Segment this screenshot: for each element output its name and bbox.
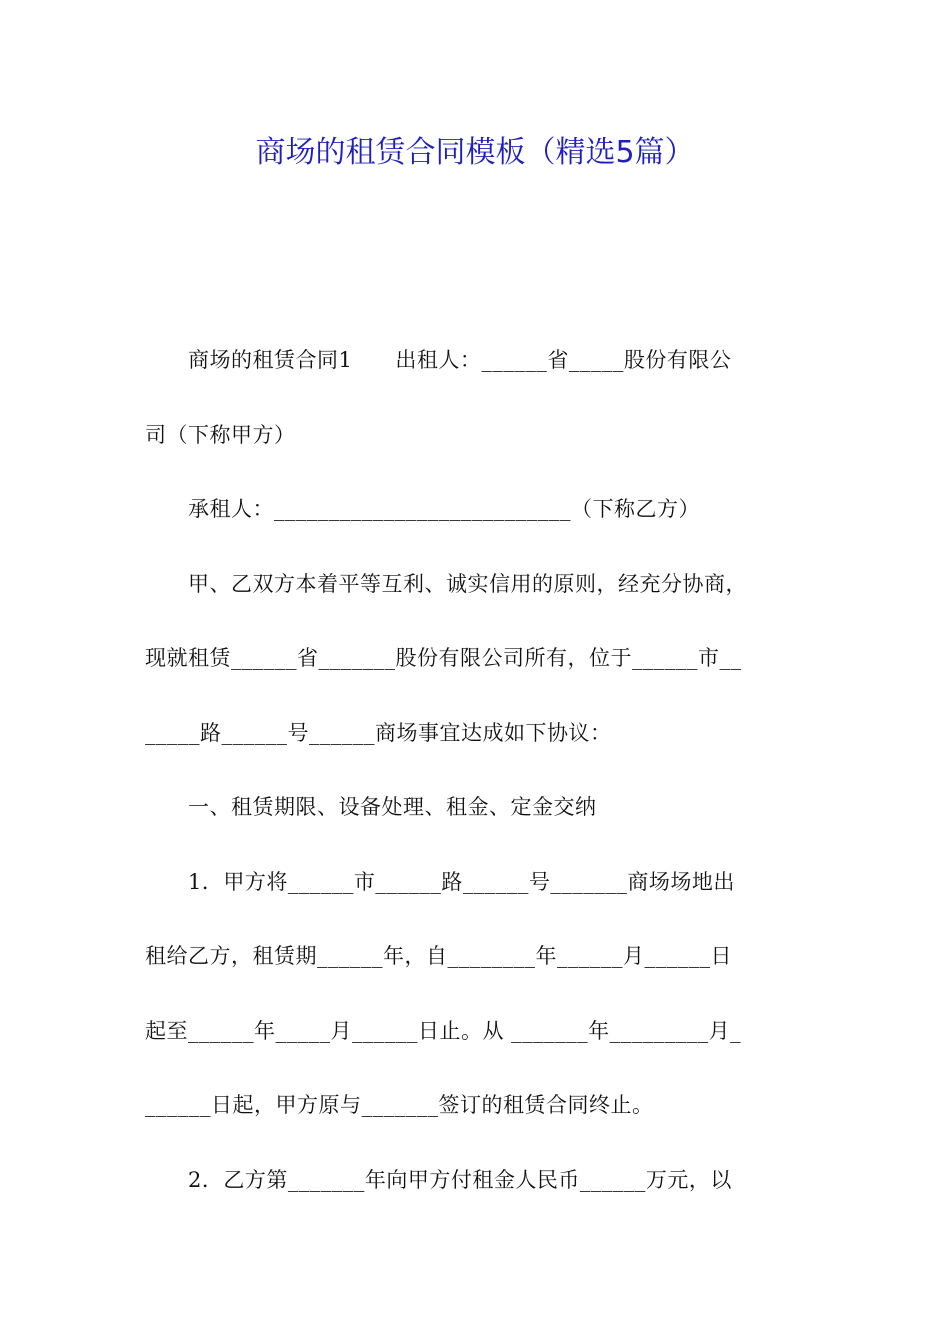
body-line: 1．甲方将______市______路______号_______商场场地出 <box>145 869 735 894</box>
body-line: 起至______年_____月______日止。从 _______年_________月_ <box>145 1018 742 1043</box>
body-line: _____路______号______商场事宜达成如下协议： <box>145 720 612 745</box>
body-line: 租给乙方，租赁期______年，自________年______月______日 <box>145 944 732 968</box>
body-line: ______日起，甲方原与_______签订的租赁合同终止。 <box>145 1093 654 1117</box>
body-line: 现就租赁______省_______股份有限公司所有，位于______市__ <box>145 646 742 670</box>
body-line: 承租人：___________________________（下称乙方） <box>145 497 700 521</box>
body-line: 商场的租赁合同1 出租人：______省_____股份有限公 <box>145 348 732 372</box>
body-line: 一、租赁期限、设备处理、租金、定金交纳 <box>145 795 597 819</box>
document-title: 商场的租赁合同模板（精选5篇） <box>255 135 695 170</box>
body-line: 2．乙方第_______年向甲方付租金人民币______万元，以 <box>145 1167 732 1192</box>
body-line: 甲、乙双方本着平等互利、诚实信用的原则，经充分协商， <box>145 571 747 596</box>
body-line: 司（下称甲方） <box>145 422 296 447</box>
document-body <box>145 340 825 1234</box>
